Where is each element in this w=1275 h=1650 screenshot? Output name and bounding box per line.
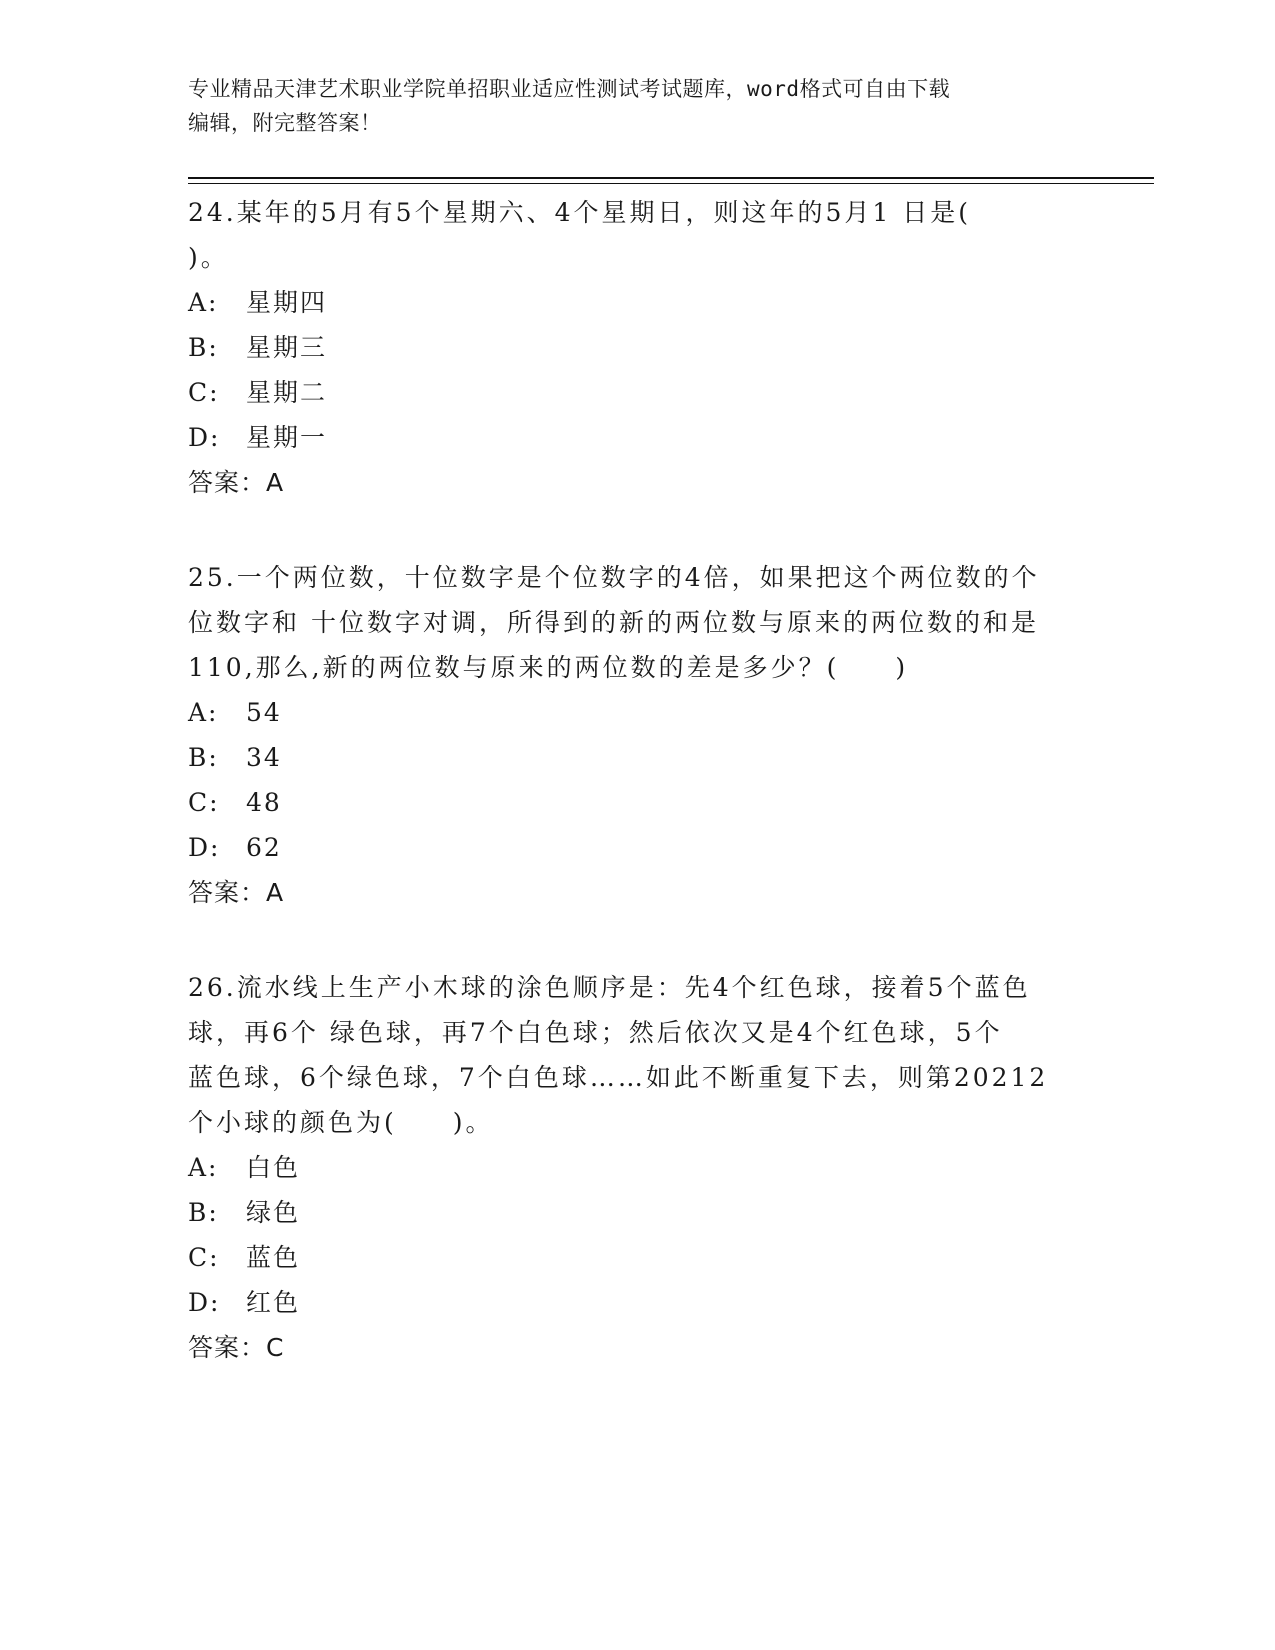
option-text: 62 xyxy=(246,833,282,862)
question-26 xyxy=(188,965,1088,1370)
option-text: 54 xyxy=(246,698,282,727)
option-key: A: xyxy=(188,1153,219,1182)
answer-line: 答案：A xyxy=(188,468,285,497)
question-stem-line: 25.一个两位数，十位数字是个位数字的4倍，如果把这个两位数的个 xyxy=(188,563,1040,592)
option-key: C: xyxy=(188,788,220,817)
option-c xyxy=(188,780,1088,825)
option-key: A: xyxy=(188,288,219,317)
option-d xyxy=(188,825,1088,870)
option-text: 星期一 xyxy=(246,423,328,452)
option-text: 蓝色 xyxy=(246,1243,301,1272)
document-header xyxy=(188,72,1068,140)
option-c xyxy=(188,1235,1088,1280)
question-list xyxy=(188,190,1088,1420)
option-text: 48 xyxy=(246,788,282,817)
question-stem-line: 24.某年的5月有5个星期六、4个星期日，则这年的5月1 日是( xyxy=(188,198,971,227)
option-text: 星期二 xyxy=(246,378,328,407)
option-b xyxy=(188,325,1088,370)
option-a xyxy=(188,690,1088,735)
question-stem-line: )。 xyxy=(188,243,229,272)
option-a xyxy=(188,280,1088,325)
option-b xyxy=(188,1190,1088,1235)
option-text: 星期三 xyxy=(246,333,328,362)
header-divider-thick xyxy=(188,177,1154,179)
question-stem-line: 位数字和 十位数字对调，所得到的新的两位数与原来的两位数的和是 xyxy=(188,608,1039,637)
option-key: C: xyxy=(188,378,220,407)
question-stem-line: 个小球的颜色为( )。 xyxy=(188,1108,494,1137)
question-stem-line: 球，再6个 绿色球，再7个白色球；然后依次又是4个红色球，5个 xyxy=(188,1018,1003,1047)
header-line-2: 编辑，附完整答案！ xyxy=(188,111,382,135)
option-key: D: xyxy=(188,833,221,862)
option-key: A: xyxy=(188,698,219,727)
option-d xyxy=(188,1280,1088,1325)
option-c xyxy=(188,370,1088,415)
header-divider-thin xyxy=(188,183,1154,184)
option-key: B: xyxy=(188,743,219,772)
answer-line: 答案：A xyxy=(188,878,285,907)
option-d xyxy=(188,415,1088,460)
header-line-1: 专业精品天津艺术职业学院单招职业适应性测试考试题库，word格式可自由下载 xyxy=(188,77,951,101)
option-key: D: xyxy=(188,423,221,452)
option-key: D: xyxy=(188,1288,221,1317)
answer-line: 答案：C xyxy=(188,1333,285,1362)
question-24 xyxy=(188,190,1088,505)
option-b xyxy=(188,735,1088,780)
option-key: B: xyxy=(188,333,219,362)
question-stem-line: 蓝色球，6个绿色球，7个白色球……如此不断重复下去，则第20212 xyxy=(188,1063,1049,1092)
option-text: 星期四 xyxy=(246,288,328,317)
question-stem-line: 110,那么,新的两位数与原来的两位数的差是多少？( ) xyxy=(188,653,909,682)
option-text: 34 xyxy=(246,743,282,772)
option-text: 绿色 xyxy=(246,1198,301,1227)
question-stem-line: 26.流水线上生产小木球的涂色顺序是：先4个红色球，接着5个蓝色 xyxy=(188,973,1031,1002)
option-text: 红色 xyxy=(246,1288,301,1317)
option-key: C: xyxy=(188,1243,220,1272)
question-25 xyxy=(188,555,1088,915)
option-key: B: xyxy=(188,1198,219,1227)
option-a xyxy=(188,1145,1088,1190)
option-text: 白色 xyxy=(246,1153,301,1182)
